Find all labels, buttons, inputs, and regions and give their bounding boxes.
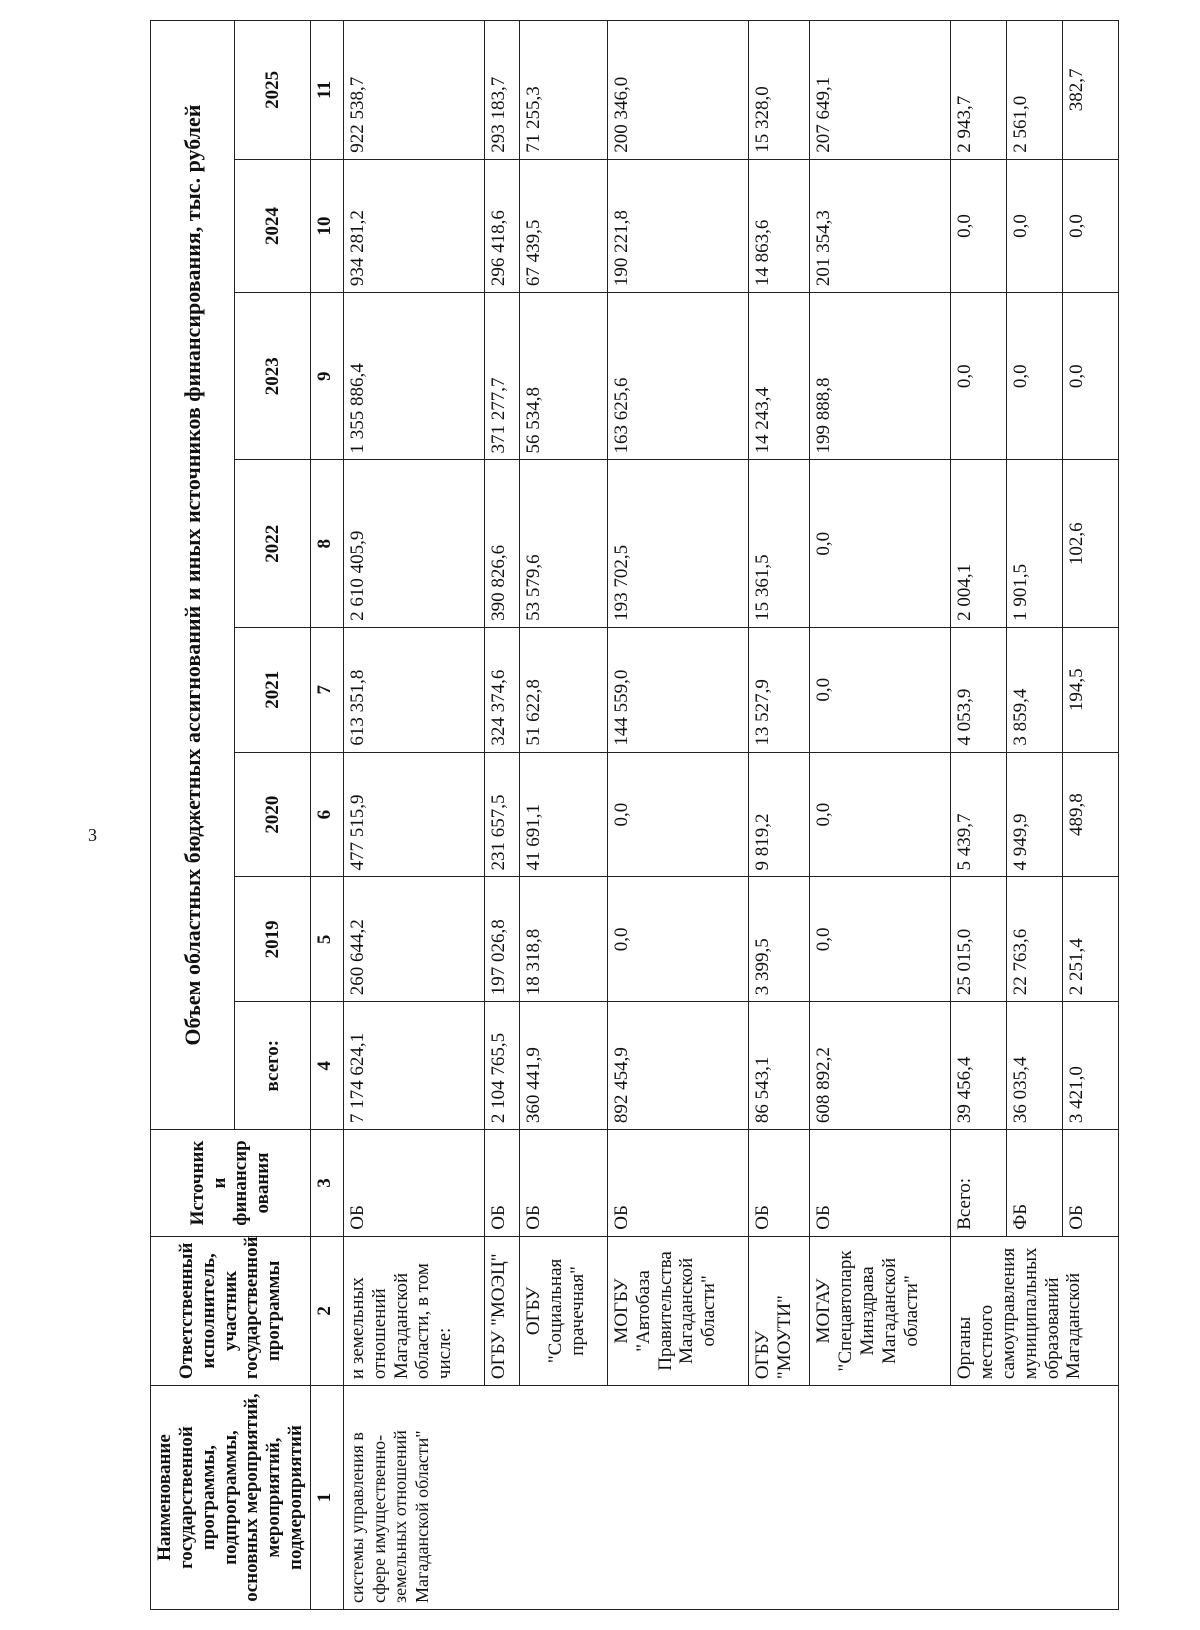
header-year: 2022 (235, 460, 310, 627)
value-cell: 0,0 (810, 627, 951, 752)
value-cell: 390 826,6 (484, 460, 519, 627)
table-row (484, 21, 519, 1610)
value-cell: 922 538,7 (343, 21, 484, 160)
value-cell: 18 318,8 (519, 877, 607, 1002)
total-cell: 892 454,9 (607, 1002, 748, 1130)
program-name: системы управления в сфере имущественно-земельных отношений Магаданской области" (343, 1386, 1118, 1610)
value-cell: 144 559,0 (607, 627, 748, 752)
header-volume: Объем областных бюджетных ассигнований и иных источников финансирования, тыс. рублей (151, 21, 235, 1130)
value-cell: 2 251,4 (1062, 877, 1118, 1002)
value-cell: 56 534,8 (519, 293, 607, 460)
total-cell: 39 456,4 (951, 1002, 1007, 1130)
value-cell: 163 625,6 (607, 293, 748, 460)
value-cell: 613 351,8 (343, 627, 484, 752)
value-cell: 4 949,9 (1007, 752, 1063, 877)
executor-cell: МОГБУ "Автобаза Правительства Магаданской области" (607, 1236, 748, 1385)
column-number: 4 (310, 1002, 343, 1130)
value-cell: 324 374,6 (484, 627, 519, 752)
value-cell: 371 277,7 (484, 293, 519, 460)
value-cell: 2 943,7 (951, 21, 1007, 160)
value-cell: 296 418,6 (484, 159, 519, 292)
source-cell: ОБ (810, 1130, 951, 1237)
column-number: 8 (310, 460, 343, 627)
executor-cell: ОГБУ "МОЭЦ" (484, 1236, 519, 1385)
value-cell: 3 399,5 (748, 877, 809, 1002)
value-cell: 0,0 (1062, 293, 1118, 460)
value-cell: 0,0 (810, 752, 951, 877)
executor-cell: Органы местного самоуправления муниципальных образований Магаданской (951, 1236, 1119, 1385)
table-row (748, 21, 809, 1610)
value-cell: 207 649,1 (810, 21, 951, 160)
executor-cell: ОГБУ "Социальная прачечная" (519, 1236, 607, 1385)
column-number: 5 (310, 877, 343, 1002)
header-total: всего: (235, 1002, 310, 1130)
header-year: 2023 (235, 293, 310, 460)
table-row (607, 21, 748, 1610)
value-cell: 22 763,6 (1007, 877, 1063, 1002)
header-name: Наименование государственной программы, подпрограммы, основных мероприятий, мероприятий, подмероприятий (151, 1386, 311, 1610)
value-cell: 489,8 (1062, 752, 1118, 877)
column-number: 11 (310, 21, 343, 160)
value-cell: 3 859,4 (1007, 627, 1063, 752)
value-cell: 9 819,2 (748, 752, 809, 877)
total-cell: 608 892,2 (810, 1002, 951, 1130)
value-cell: 0,0 (810, 877, 951, 1002)
total-cell: 86 543,1 (748, 1002, 809, 1130)
total-cell: 2 104 765,5 (484, 1002, 519, 1130)
header-year: 2020 (235, 752, 310, 877)
value-cell: 231 657,5 (484, 752, 519, 877)
value-cell: 41 691,1 (519, 752, 607, 877)
source-cell: ФБ (1007, 1130, 1063, 1237)
value-cell: 0,0 (810, 460, 951, 627)
executor-cell: ОГБУ "МОУТИ" (748, 1236, 809, 1385)
column-number: 3 (310, 1130, 343, 1237)
value-cell: 260 644,2 (343, 877, 484, 1002)
value-cell: 0,0 (1062, 159, 1118, 292)
value-cell: 0,0 (607, 752, 748, 877)
column-number: 6 (310, 752, 343, 877)
source-cell: ОБ (748, 1130, 809, 1237)
executor-cell: и земельных отношений Магаданской области, в том числе: (343, 1236, 484, 1385)
value-cell: 67 439,5 (519, 159, 607, 292)
header-executor: Ответственный исполнитель, участник государственной программы (151, 1236, 311, 1385)
header-source: Источник и финансир ования (151, 1130, 311, 1237)
page-number: 3 (88, 825, 97, 845)
total-cell: 360 441,9 (519, 1002, 607, 1130)
total-cell: 7 174 624,1 (343, 1002, 484, 1130)
table-row (343, 21, 484, 1610)
value-cell: 0,0 (1007, 293, 1063, 460)
value-cell: 2 004,1 (951, 460, 1007, 627)
table-row (951, 21, 1007, 1610)
value-cell: 51 622,8 (519, 627, 607, 752)
value-cell: 0,0 (607, 877, 748, 1002)
source-cell: ОБ (519, 1130, 607, 1237)
value-cell: 293 183,7 (484, 21, 519, 160)
source-cell: Всего: (951, 1130, 1007, 1237)
value-cell: 2 561,0 (1007, 21, 1063, 160)
header-year: 2019 (235, 877, 310, 1002)
total-cell: 3 421,0 (1062, 1002, 1118, 1130)
header-year: 2021 (235, 627, 310, 752)
value-cell: 194,5 (1062, 627, 1118, 752)
value-cell: 25 015,0 (951, 877, 1007, 1002)
column-number: 2 (310, 1236, 343, 1385)
value-cell: 1 355 886,4 (343, 293, 484, 460)
value-cell: 13 527,9 (748, 627, 809, 752)
value-cell: 200 346,0 (607, 21, 748, 160)
header-year: 2025 (235, 21, 310, 160)
value-cell: 1 901,5 (1007, 460, 1063, 627)
source-cell: ОБ (484, 1130, 519, 1237)
column-number: 9 (310, 293, 343, 460)
value-cell: 201 354,3 (810, 159, 951, 292)
value-cell: 382,7 (1062, 21, 1118, 160)
value-cell: 0,0 (1007, 159, 1063, 292)
value-cell: 4 053,9 (951, 627, 1007, 752)
value-cell: 102,6 (1062, 460, 1118, 627)
source-cell: ОБ (343, 1130, 484, 1237)
column-number-row (310, 21, 343, 1610)
value-cell: 0,0 (951, 293, 1007, 460)
source-cell: ОБ (607, 1130, 748, 1237)
total-cell: 36 035,4 (1007, 1002, 1063, 1130)
table-row (519, 21, 607, 1610)
value-cell: 53 579,6 (519, 460, 607, 627)
header-year: 2024 (235, 159, 310, 292)
value-cell: 934 281,2 (343, 159, 484, 292)
rotated-page-content (150, 20, 1087, 1610)
value-cell: 15 361,5 (748, 460, 809, 627)
value-cell: 14 243,4 (748, 293, 809, 460)
value-cell: 71 255,3 (519, 21, 607, 160)
value-cell: 190 221,8 (607, 159, 748, 292)
value-cell: 199 888,8 (810, 293, 951, 460)
value-cell: 477 515,9 (343, 752, 484, 877)
value-cell: 0,0 (951, 159, 1007, 292)
table-row (810, 21, 951, 1610)
column-number: 1 (310, 1386, 343, 1610)
value-cell: 15 328,0 (748, 21, 809, 160)
financing-table (150, 20, 1119, 1610)
executor-cell: МОГАУ "Спецавтопарк Минздрава Магаданской области" (810, 1236, 951, 1385)
value-cell: 5 439,7 (951, 752, 1007, 877)
value-cell: 197 026,8 (484, 877, 519, 1002)
value-cell: 2 610 405,9 (343, 460, 484, 627)
column-number: 10 (310, 159, 343, 292)
source-cell: ОБ (1062, 1130, 1118, 1237)
value-cell: 193 702,5 (607, 460, 748, 627)
value-cell: 14 863,6 (748, 159, 809, 292)
column-number: 7 (310, 627, 343, 752)
